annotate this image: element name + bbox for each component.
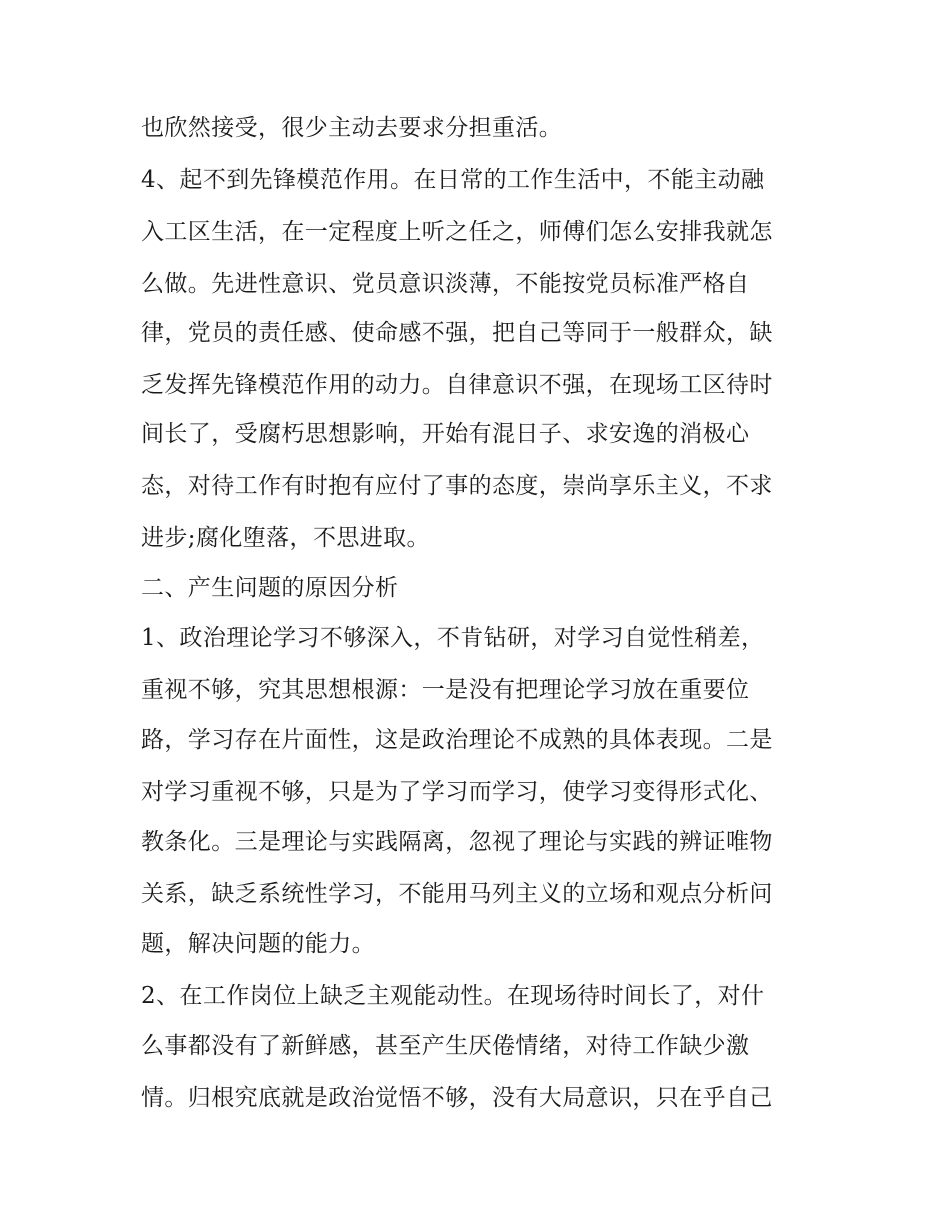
- text-line: 情。归根究底就是政治觉悟不够，没有大局意识，只在乎自己: [141, 1085, 773, 1111]
- text-line: 入工区生活，在一定程度上听之任之，师傅们怎么安排我就怎: [141, 219, 773, 245]
- section-heading: 二、产生问题的原因分析: [141, 575, 399, 601]
- text-line: 态，对待工作有时抱有应付了事的态度，崇尚享乐主义，不求: [141, 473, 773, 499]
- text-line: 题，解决问题的能力。: [141, 931, 375, 957]
- text-line: 教条化。三是理论与实践隔离，忽视了理论与实践的辨证唯物: [141, 829, 773, 855]
- text-line: 对学习重视不够，只是为了学习而学习，使学习变得形式化、: [141, 779, 773, 805]
- text-line: 2、在工作岗位上缺乏主观能动性。在现场待时间长了，对什: [141, 983, 765, 1009]
- text-line: 间长了，受腐朽思想影响，开始有混日子、求安逸的消极心: [141, 421, 750, 447]
- text-line: 乏发挥先锋模范作用的动力。自律意识不强，在现场工区待时: [141, 372, 773, 398]
- text-line: 么做。先进性意识、党员意识淡薄，不能按党员标准严格自: [141, 271, 750, 297]
- text-line: 4、起不到先锋模范作用。在日常的工作生活中，不能主动融: [141, 167, 765, 193]
- text-line: 1、政治理论学习不够深入，不肯钻研，对学习自觉性稍差，: [141, 625, 765, 651]
- text-line: 进步;腐化堕落，不思进取。: [141, 525, 430, 551]
- text-line: 路，学习存在片面性，这是政治理论不成熟的具体表现。二是: [141, 727, 773, 753]
- text-line: 也欣然接受，很少主动去要求分担重活。: [141, 115, 563, 141]
- text-line: 重视不够，究其思想根源：一是没有把理论学习放在重要位: [141, 677, 750, 703]
- text-line: 关系，缺乏系统性学习，不能用马列主义的立场和观点分析问: [141, 881, 773, 907]
- text-line: 律，党员的责任感、使命感不强，把自己等同于一般群众，缺: [141, 320, 773, 346]
- text-line: 么事都没有了新鲜感，甚至产生厌倦情绪，对待工作缺少激: [141, 1033, 750, 1059]
